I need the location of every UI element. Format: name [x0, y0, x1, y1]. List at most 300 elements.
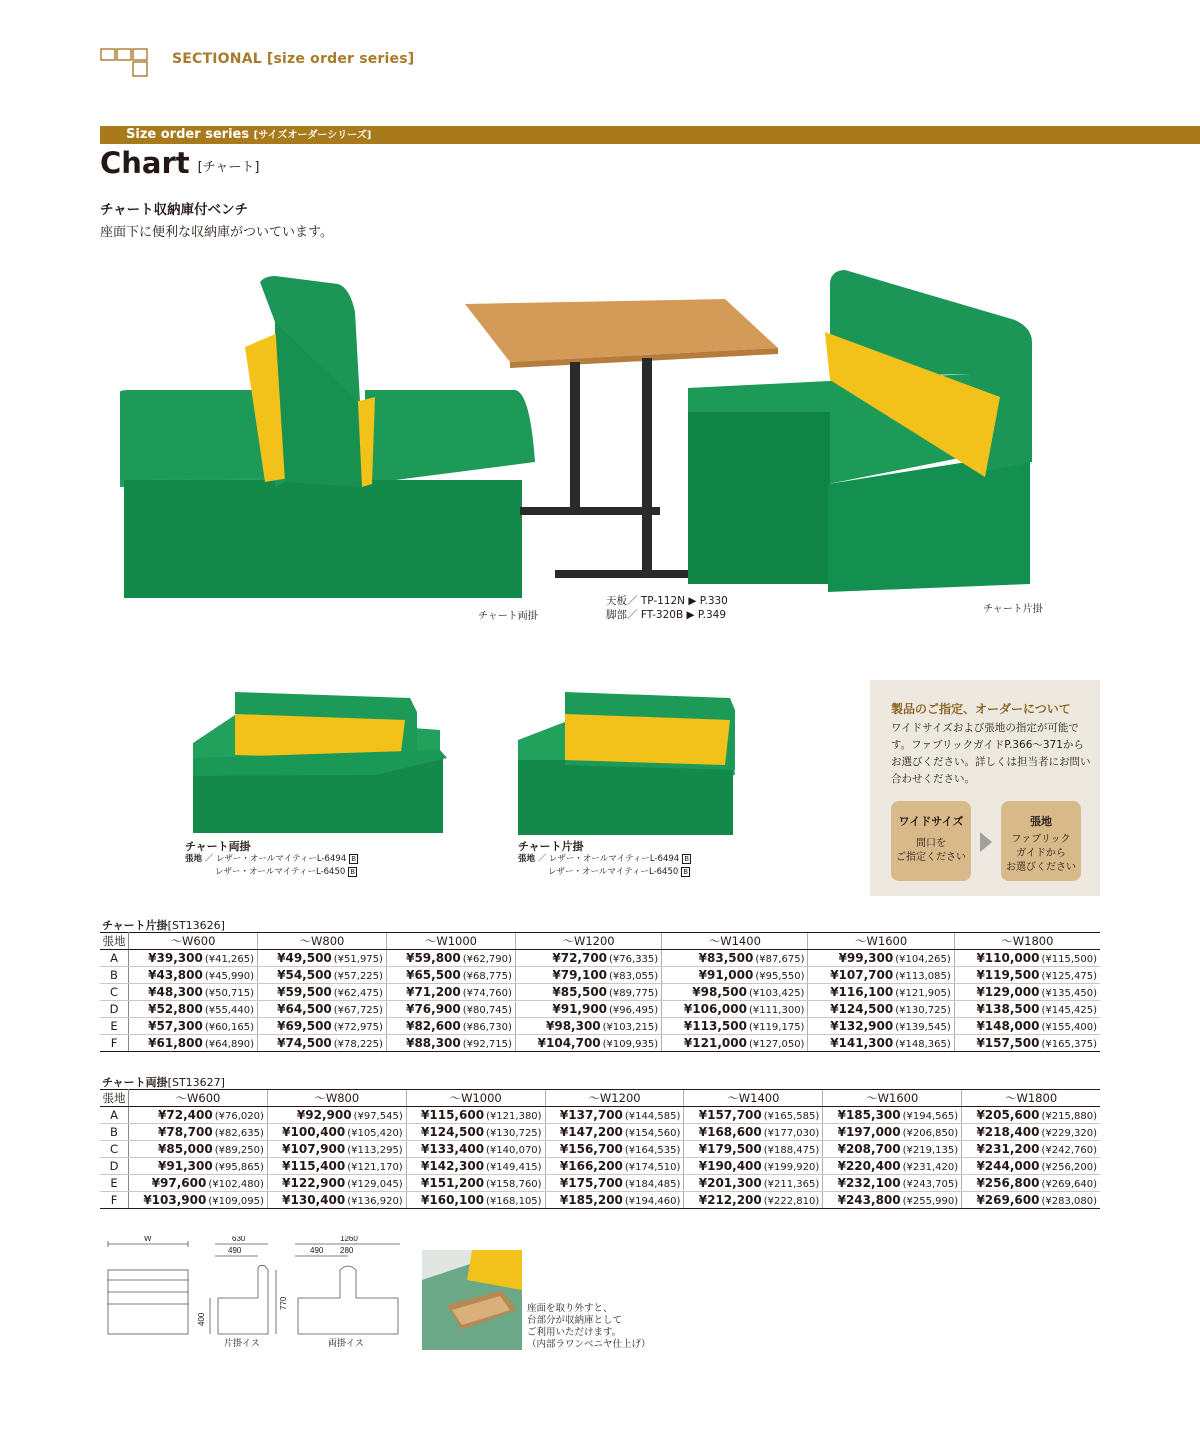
price-cell	[386, 967, 515, 984]
price-tax: (¥229,320)	[1041, 1128, 1097, 1139]
table-row	[100, 1001, 1100, 1018]
grade-cell: E	[100, 1018, 129, 1035]
price-value: ¥256,800	[976, 1176, 1040, 1190]
price-cell	[129, 950, 258, 967]
price-value: ¥147,200	[559, 1125, 623, 1139]
price-tax: (¥83,055)	[609, 971, 659, 982]
price-value: ¥132,900	[830, 1019, 894, 1033]
caption-single-bench: チャート片掛	[983, 604, 1043, 615]
grade-cell: F	[100, 1192, 129, 1209]
price-cell	[808, 1001, 954, 1018]
price-value: ¥124,500	[830, 1002, 894, 1016]
price-value: ¥212,200	[698, 1193, 762, 1207]
price-tax: (¥74,760)	[462, 988, 512, 999]
price-tax: (¥103,215)	[602, 1022, 659, 1033]
price-tax: (¥149,415)	[486, 1162, 542, 1173]
price-value: ¥69,500	[277, 1019, 332, 1033]
price-cell	[129, 1107, 268, 1124]
price-cell	[386, 984, 515, 1001]
price-value: ¥133,400	[421, 1142, 485, 1156]
price-cell	[406, 1141, 545, 1158]
price-tax: (¥222,810)	[763, 1196, 820, 1207]
price-cell	[962, 1158, 1100, 1175]
price-tax: (¥80,745)	[462, 1005, 512, 1016]
price-value: ¥49,500	[277, 951, 332, 965]
price-cell	[406, 1124, 545, 1141]
price-tax: (¥60,165)	[204, 1022, 254, 1033]
fabric-box	[1001, 801, 1081, 881]
width-header: ～W1000	[386, 933, 515, 950]
price-cell	[386, 1035, 515, 1052]
price-tax: (¥211,365)	[763, 1179, 820, 1190]
price-cell	[962, 1192, 1100, 1209]
price-cell	[545, 1192, 684, 1209]
price-value: ¥218,400	[976, 1125, 1040, 1139]
price-tax: (¥139,545)	[895, 1022, 951, 1033]
width-header: ～W1400	[662, 933, 808, 950]
table1-title	[102, 917, 225, 933]
price-cell	[257, 950, 386, 967]
price-value: ¥57,300	[148, 1019, 203, 1033]
price-tax: (¥55,440)	[204, 1005, 254, 1016]
price-cell	[954, 1018, 1100, 1035]
price-tax: (¥78,225)	[333, 1039, 383, 1050]
price-cell	[129, 1035, 258, 1052]
width-header: ～W600	[129, 1090, 268, 1107]
price-cell	[257, 1035, 386, 1052]
price-tax: (¥119,175)	[748, 1022, 805, 1033]
price-tax: (¥130,725)	[895, 1005, 951, 1016]
price-value: ¥231,200	[976, 1142, 1040, 1156]
price-cell	[257, 984, 386, 1001]
price-cell	[962, 1124, 1100, 1141]
price-cell	[257, 1001, 386, 1018]
price-cell	[545, 1107, 684, 1124]
price-cell	[406, 1175, 545, 1192]
price-value: ¥168,600	[698, 1125, 762, 1139]
price-tax: (¥92,715)	[462, 1039, 512, 1050]
price-table-double	[100, 1089, 1100, 1209]
price-value: ¥115,600	[421, 1108, 485, 1122]
price-cell	[823, 1158, 962, 1175]
price-tax: (¥168,105)	[486, 1196, 542, 1207]
main-product-photo	[100, 262, 1100, 628]
wide-size-title: ワイドサイズ	[898, 815, 964, 828]
dim-490: 490	[228, 1246, 242, 1255]
price-value: ¥197,000	[837, 1125, 901, 1139]
width-header: ～W1000	[406, 1090, 545, 1107]
fabric-line3: お選びください	[1006, 862, 1076, 873]
fabric-line2: ガイドから	[1016, 848, 1066, 859]
price-value: ¥175,700	[559, 1176, 623, 1190]
dim-770: 770	[279, 1296, 288, 1310]
price-value: ¥76,900	[406, 1002, 461, 1016]
grade-cell: B	[100, 967, 129, 984]
grade-cell: A	[100, 1107, 129, 1124]
price-value: ¥104,700	[537, 1036, 601, 1050]
spec-label: 張地	[518, 854, 536, 864]
order-info-body: ワイドサイズおよび張地の指定が可能です。ファブリックガイドP.366〜371からお選びください。詳しくは担当者にお問い合わせください。	[891, 722, 1091, 785]
table1-code: [ST13626]	[167, 919, 225, 932]
spec-label: 張地	[185, 854, 203, 864]
price-value: ¥137,700	[559, 1108, 623, 1122]
price-value: ¥185,200	[559, 1193, 623, 1207]
dim-490b: 490	[310, 1246, 324, 1255]
table-row	[100, 1158, 1100, 1175]
price-cell	[545, 1175, 684, 1192]
table1-name: チャート片掛	[102, 919, 168, 932]
price-value: ¥232,100	[837, 1176, 901, 1190]
spec-line2: レザー・オールマイティーL-6450	[548, 867, 679, 877]
price-tax: (¥89,250)	[214, 1145, 264, 1156]
series-logo-icon	[100, 46, 150, 78]
price-cell	[808, 967, 954, 984]
dim-280: 280	[340, 1246, 354, 1255]
price-tax: (¥155,400)	[1041, 1022, 1097, 1033]
price-tax: (¥177,030)	[763, 1128, 820, 1139]
price-value: ¥92,900	[296, 1108, 352, 1122]
price-tax: (¥95,550)	[755, 971, 805, 982]
price-tax: (¥164,535)	[624, 1145, 681, 1156]
price-tax: (¥255,990)	[902, 1196, 959, 1207]
price-cell	[386, 950, 515, 967]
price-cell	[684, 1175, 823, 1192]
price-tax: (¥87,675)	[755, 954, 805, 965]
price-tax: (¥62,475)	[333, 988, 383, 999]
price-cell	[684, 1158, 823, 1175]
grade-cell: C	[100, 1141, 129, 1158]
bar-title: Size order series	[126, 127, 250, 142]
price-cell	[257, 1018, 386, 1035]
price-value: ¥39,300	[148, 951, 203, 965]
thumb-double-bench	[185, 680, 455, 840]
price-tax: (¥256,200)	[1041, 1162, 1097, 1173]
price-cell	[662, 984, 808, 1001]
price-value: ¥98,500	[692, 985, 747, 999]
price-cell	[129, 1001, 258, 1018]
thumb-double-spec	[185, 853, 358, 879]
price-cell	[406, 1192, 545, 1209]
label-double: 両掛イス	[328, 1338, 364, 1348]
price-tax: (¥165,585)	[763, 1111, 820, 1122]
price-value: ¥64,500	[277, 1002, 332, 1016]
grade-cell: D	[100, 1001, 129, 1018]
dim-1260: 1260	[340, 1236, 358, 1243]
price-tax: (¥231,420)	[902, 1162, 959, 1173]
price-value: ¥72,700	[552, 951, 608, 965]
price-cell	[823, 1124, 962, 1141]
price-cell	[662, 1001, 808, 1018]
price-tax: (¥45,990)	[204, 971, 254, 982]
dim-400: 400	[197, 1312, 206, 1326]
price-tax: (¥105,420)	[347, 1128, 403, 1139]
detail-line1: 座面を取り外すと、	[527, 1303, 613, 1314]
price-cell	[515, 950, 661, 967]
price-value: ¥185,300	[837, 1108, 901, 1122]
detail-line3: ご利用いただけます。	[527, 1327, 622, 1338]
width-header: ～W1400	[684, 1090, 823, 1107]
table2-name: チャート両掛	[102, 1076, 168, 1089]
price-value: ¥157,500	[976, 1036, 1040, 1050]
price-table-single	[100, 932, 1100, 1052]
price-cell	[684, 1141, 823, 1158]
price-tax: (¥206,850)	[902, 1128, 959, 1139]
price-tax: (¥154,560)	[624, 1128, 681, 1139]
price-cell	[954, 967, 1100, 984]
price-cell	[808, 984, 954, 1001]
width-header: ～W1600	[808, 933, 954, 950]
double-bench-photo	[120, 276, 535, 598]
price-value: ¥59,500	[277, 985, 332, 999]
price-value: ¥179,500	[698, 1142, 762, 1156]
price-value: ¥48,300	[148, 985, 203, 999]
price-tax: (¥135,450)	[1041, 988, 1097, 999]
price-value: ¥107,700	[830, 968, 894, 982]
price-tax: (¥82,635)	[214, 1128, 264, 1139]
price-value: ¥59,800	[406, 951, 461, 965]
order-info-title: 製品のご指定、オーダーについて	[891, 702, 1071, 716]
price-cell	[662, 950, 808, 967]
thumb-double-name: チャート両掛	[185, 840, 251, 853]
price-cell	[515, 967, 661, 984]
price-value: ¥160,100	[421, 1193, 485, 1207]
price-tax: (¥64,890)	[204, 1039, 254, 1050]
price-cell	[129, 1018, 258, 1035]
price-value: ¥243,800	[837, 1193, 901, 1207]
price-value: ¥190,400	[698, 1159, 762, 1173]
title-text: Chart	[100, 146, 190, 180]
price-value: ¥52,800	[148, 1002, 203, 1016]
price-cell	[406, 1107, 545, 1124]
price-cell	[962, 1141, 1100, 1158]
price-value: ¥220,400	[837, 1159, 901, 1173]
price-tax: (¥130,725)	[486, 1128, 542, 1139]
thumb-single-spec	[518, 853, 691, 879]
price-value: ¥54,500	[277, 968, 332, 982]
price-value: ¥78,700	[158, 1125, 213, 1139]
price-tax: (¥242,760)	[1041, 1145, 1097, 1156]
price-tax: (¥125,475)	[1041, 971, 1097, 982]
price-value: ¥244,000	[976, 1159, 1040, 1173]
price-cell	[823, 1107, 962, 1124]
caption-table-top: 天板／ TP-112N ▶ P.330	[606, 595, 728, 607]
wide-size-box	[891, 801, 971, 881]
grade-cell: D	[100, 1158, 129, 1175]
price-value: ¥99,300	[838, 951, 894, 965]
price-tax: (¥165,375)	[1041, 1039, 1097, 1050]
width-header: ～W1200	[515, 933, 661, 950]
price-value: ¥148,000	[976, 1019, 1040, 1033]
table-row	[100, 984, 1100, 1001]
storage-detail-photo	[422, 1250, 522, 1350]
price-cell	[386, 1001, 515, 1018]
grade-cell: C	[100, 984, 129, 1001]
price-value: ¥121,000	[683, 1036, 747, 1050]
table-row	[100, 1035, 1100, 1052]
grade-cell: E	[100, 1175, 129, 1192]
price-cell	[129, 1175, 268, 1192]
price-cell	[662, 1035, 808, 1052]
price-tax: (¥121,905)	[895, 988, 951, 999]
price-value: ¥107,900	[282, 1142, 346, 1156]
grade-cell: F	[100, 1035, 129, 1052]
price-tax: (¥194,460)	[624, 1196, 681, 1207]
price-tax: (¥174,510)	[624, 1162, 681, 1173]
price-tax: (¥109,095)	[208, 1196, 264, 1207]
price-value: ¥138,500	[976, 1002, 1040, 1016]
grade-badge: B	[683, 868, 689, 876]
price-tax: (¥62,790)	[462, 954, 512, 965]
spec-line1: ／ レザー・オールマイティーL-6494	[204, 854, 347, 864]
price-value: ¥74,500	[277, 1036, 332, 1050]
price-tax: (¥140,070)	[486, 1145, 542, 1156]
product-subheading: チャート収納庫付ベンチ	[100, 202, 249, 218]
price-value: ¥201,300	[698, 1176, 762, 1190]
price-cell	[267, 1124, 406, 1141]
price-tax: (¥136,920)	[347, 1196, 403, 1207]
fabric-line1: ファブリック	[1011, 834, 1071, 845]
table-row	[100, 1141, 1100, 1158]
price-value: ¥156,700	[559, 1142, 623, 1156]
price-cell	[823, 1141, 962, 1158]
storage-detail-caption	[527, 1303, 651, 1351]
price-tax: (¥144,585)	[624, 1111, 681, 1122]
price-cell	[267, 1158, 406, 1175]
price-tax: (¥113,085)	[895, 971, 951, 982]
price-value: ¥151,200	[421, 1176, 485, 1190]
price-tax: (¥102,480)	[208, 1179, 264, 1190]
width-header: ～W800	[267, 1090, 406, 1107]
detail-line4: （内部ラワンベニヤ仕上げ）	[527, 1339, 651, 1350]
price-tax: (¥51,975)	[333, 954, 383, 965]
price-value: ¥106,000	[683, 1002, 747, 1016]
dim-630: 630	[232, 1236, 246, 1243]
price-value: ¥91,900	[552, 1002, 608, 1016]
width-header: ～W800	[257, 933, 386, 950]
wide-size-line2: ご指定ください	[896, 852, 966, 863]
spec-line1: ／ レザー・オールマイティーL-6494	[537, 854, 680, 864]
table-row	[100, 950, 1100, 967]
price-tax: (¥158,760)	[486, 1179, 542, 1190]
price-value: ¥72,400	[158, 1108, 213, 1122]
price-tax: (¥148,365)	[895, 1039, 951, 1050]
price-value: ¥82,600	[406, 1019, 461, 1033]
price-tax: (¥67,725)	[333, 1005, 383, 1016]
price-value: ¥269,600	[976, 1193, 1040, 1207]
width-header: ～W1200	[545, 1090, 684, 1107]
price-value: ¥115,400	[282, 1159, 346, 1173]
price-cell	[823, 1192, 962, 1209]
price-tax: (¥72,975)	[333, 1022, 383, 1033]
price-cell	[515, 1035, 661, 1052]
price-tax: (¥188,475)	[763, 1145, 820, 1156]
price-cell	[267, 1175, 406, 1192]
price-tax: (¥104,265)	[895, 954, 951, 965]
price-value: ¥157,700	[698, 1108, 762, 1122]
price-tax: (¥283,080)	[1041, 1196, 1097, 1207]
label-single: 片掛イス	[224, 1338, 260, 1348]
price-value: ¥71,200	[406, 985, 461, 999]
price-tax: (¥96,495)	[609, 1005, 659, 1016]
price-tax: (¥145,425)	[1041, 1005, 1097, 1016]
width-header: ～W1600	[823, 1090, 962, 1107]
price-value: ¥98,300	[546, 1019, 601, 1033]
price-cell	[954, 1001, 1100, 1018]
width-header: ～W1800	[954, 933, 1100, 950]
grade-cell: A	[100, 950, 129, 967]
price-cell	[954, 950, 1100, 967]
price-cell	[662, 1018, 808, 1035]
price-tax: (¥109,935)	[602, 1039, 659, 1050]
table-row	[100, 967, 1100, 984]
price-tax: (¥194,565)	[902, 1111, 959, 1122]
price-value: ¥43,800	[148, 968, 203, 982]
price-value: ¥61,800	[148, 1036, 203, 1050]
price-tax: (¥243,705)	[902, 1179, 959, 1190]
price-tax: (¥50,715)	[204, 988, 254, 999]
grade-header: 張地	[100, 933, 129, 950]
arrow-right-icon	[978, 830, 994, 854]
price-value: ¥83,500	[698, 951, 754, 965]
price-tax: (¥215,880)	[1041, 1111, 1097, 1122]
title-sub: [チャート]	[197, 159, 260, 175]
grade-badge: B	[351, 855, 356, 863]
price-cell	[684, 1124, 823, 1141]
price-cell	[129, 1141, 268, 1158]
detail-line2: 台部分が収納庫として	[527, 1315, 623, 1326]
price-cell	[545, 1158, 684, 1175]
price-value: ¥205,600	[976, 1108, 1040, 1122]
price-cell	[662, 967, 808, 984]
price-tax: (¥89,775)	[609, 988, 659, 999]
price-tax: (¥76,020)	[214, 1111, 264, 1122]
price-cell	[545, 1141, 684, 1158]
thumb-single-name: チャート片掛	[518, 840, 584, 853]
fabric-title: 張地	[1030, 815, 1052, 828]
table2-code: [ST13627]	[167, 1076, 225, 1089]
price-tax: (¥184,485)	[624, 1179, 681, 1190]
price-value: ¥129,000	[976, 985, 1040, 999]
width-header: ～W600	[129, 933, 258, 950]
price-tax: (¥111,300)	[748, 1005, 805, 1016]
wide-size-line1: 間口を	[916, 838, 946, 849]
price-tax: (¥199,920)	[763, 1162, 820, 1173]
price-tax: (¥41,265)	[204, 954, 254, 965]
price-tax: (¥219,135)	[902, 1145, 959, 1156]
price-value: ¥208,700	[837, 1142, 901, 1156]
price-tax: (¥86,730)	[462, 1022, 512, 1033]
price-tax: (¥113,295)	[347, 1145, 403, 1156]
price-value: ¥85,000	[158, 1142, 213, 1156]
grade-header: 張地	[100, 1090, 129, 1107]
price-cell	[954, 984, 1100, 1001]
price-cell	[406, 1158, 545, 1175]
caption-table-leg: 脚部／ FT-320B ▶ P.349	[606, 609, 727, 621]
price-tax: (¥95,865)	[214, 1162, 264, 1173]
section-bar-title	[126, 127, 371, 144]
price-tax: (¥121,380)	[486, 1111, 542, 1122]
price-value: ¥79,100	[552, 968, 608, 982]
price-cell	[515, 984, 661, 1001]
price-tax: (¥97,545)	[353, 1111, 403, 1122]
grade-cell: B	[100, 1124, 129, 1141]
table-row	[100, 1124, 1100, 1141]
table-header-row	[100, 933, 1100, 950]
dimension-drawings	[100, 1236, 410, 1356]
price-tax: (¥115,500)	[1041, 954, 1097, 965]
thumb-single-bench	[510, 680, 780, 840]
price-tax: (¥103,425)	[748, 988, 805, 999]
